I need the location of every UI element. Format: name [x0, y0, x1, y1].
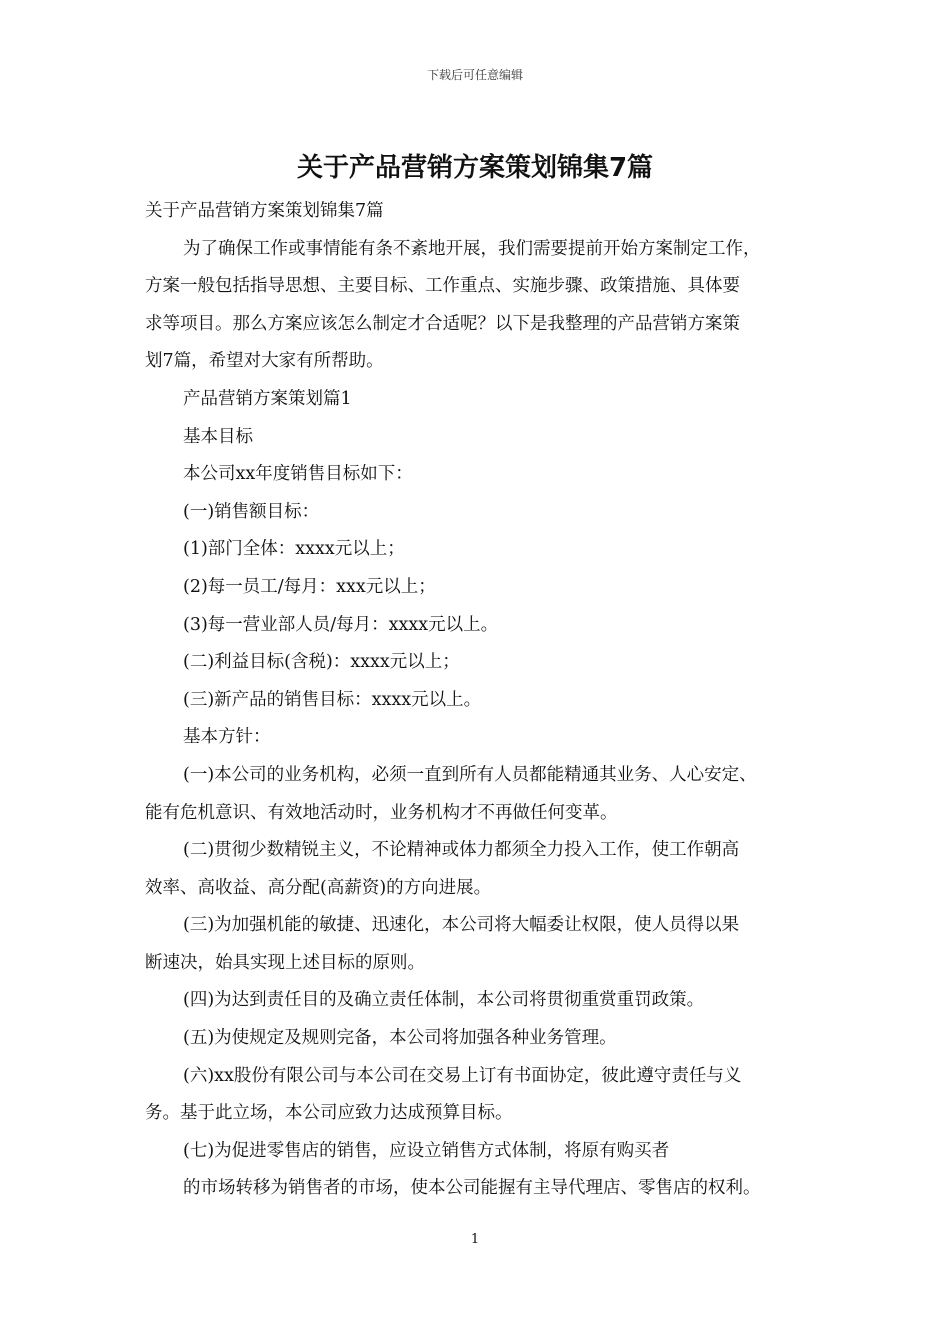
body-line: 产品营销方案策划篇1 [183, 388, 352, 409]
body-line: (六)xx股份有限公司与本公司在交易上订有书面协定，彼此遵守责任与义 [183, 1065, 742, 1086]
body-line: (七)为促进零售店的销售，应设立销售方式体制，将原有购买者 [183, 1140, 670, 1161]
body-line: (四)为达到责任目的及确立责任体制，本公司将贯彻重赏重罚政策。 [183, 990, 705, 1011]
body-line: 本公司xx年度销售目标如下： [183, 464, 413, 485]
body-line: (3)每一营业部人员/每月：xxxx元以上。 [183, 614, 499, 635]
body-line: 务。基于此立场，本公司应致力达成预算目标。 [145, 1103, 513, 1124]
page-number: 1 [470, 1232, 480, 1247]
document-body [145, 193, 817, 1208]
body-line: 能有危机意识、有效地活动时，业务机构才不再做任何变革。 [145, 802, 618, 823]
body-line: 为了确保工作或事情能有条不紊地开展，我们需要提前开始方案制定工作， [183, 238, 761, 259]
body-line: 划7篇，希望对大家有所帮助。 [145, 351, 384, 372]
body-line: (三)为加强机能的敏捷、迅速化，本公司将大幅委让权限，使人员得以果 [183, 915, 740, 936]
body-line: 基本方针： [183, 727, 271, 748]
body-line: (2)每一员工/每月：xxx元以上； [183, 576, 436, 597]
header-note: 下载后可任意编辑 [426, 68, 523, 82]
body-line: (二)贯彻少数精锐主义，不论精神或体力都须全力投入工作，使工作朝高 [183, 840, 740, 861]
body-line: 求等项目。那么方案应该怎么制定才合适呢？以下是我整理的产品营销方案策 [145, 313, 740, 334]
body-line: 基本目标 [183, 426, 253, 447]
body-line: 的市场转移为销售者的市场，使本公司能握有主导代理店、零售店的权利。 [183, 1178, 761, 1199]
body-line: (一)本公司的业务机构，必须一直到所有人员都能精通其业务、人心安定、 [183, 764, 757, 785]
body-line: 方案一般包括指导思想、主要目标、工作重点、实施步骤、政策措施、具体要 [145, 276, 740, 297]
body-line: 断速决，始具实现上述目标的原则。 [145, 952, 425, 973]
body-line: (1)部门全体：xxxx元以上； [183, 539, 405, 560]
document-title: 关于产品营销方案策划锦集7篇 [296, 153, 654, 183]
body-line: 关于产品营销方案策划锦集7篇 [145, 201, 384, 221]
body-line: (二)利益目标(含税)：xxxx元以上； [183, 652, 460, 673]
body-line: (一)销售额目标： [183, 501, 320, 522]
body-line: 效率、高收益、高分配(高薪资)的方向进展。 [145, 877, 492, 898]
body-line: (三)新产品的销售目标：xxxx元以上。 [183, 689, 482, 710]
body-line: (五)为使规定及规则完备，本公司将加强各种业务管理。 [183, 1028, 617, 1049]
